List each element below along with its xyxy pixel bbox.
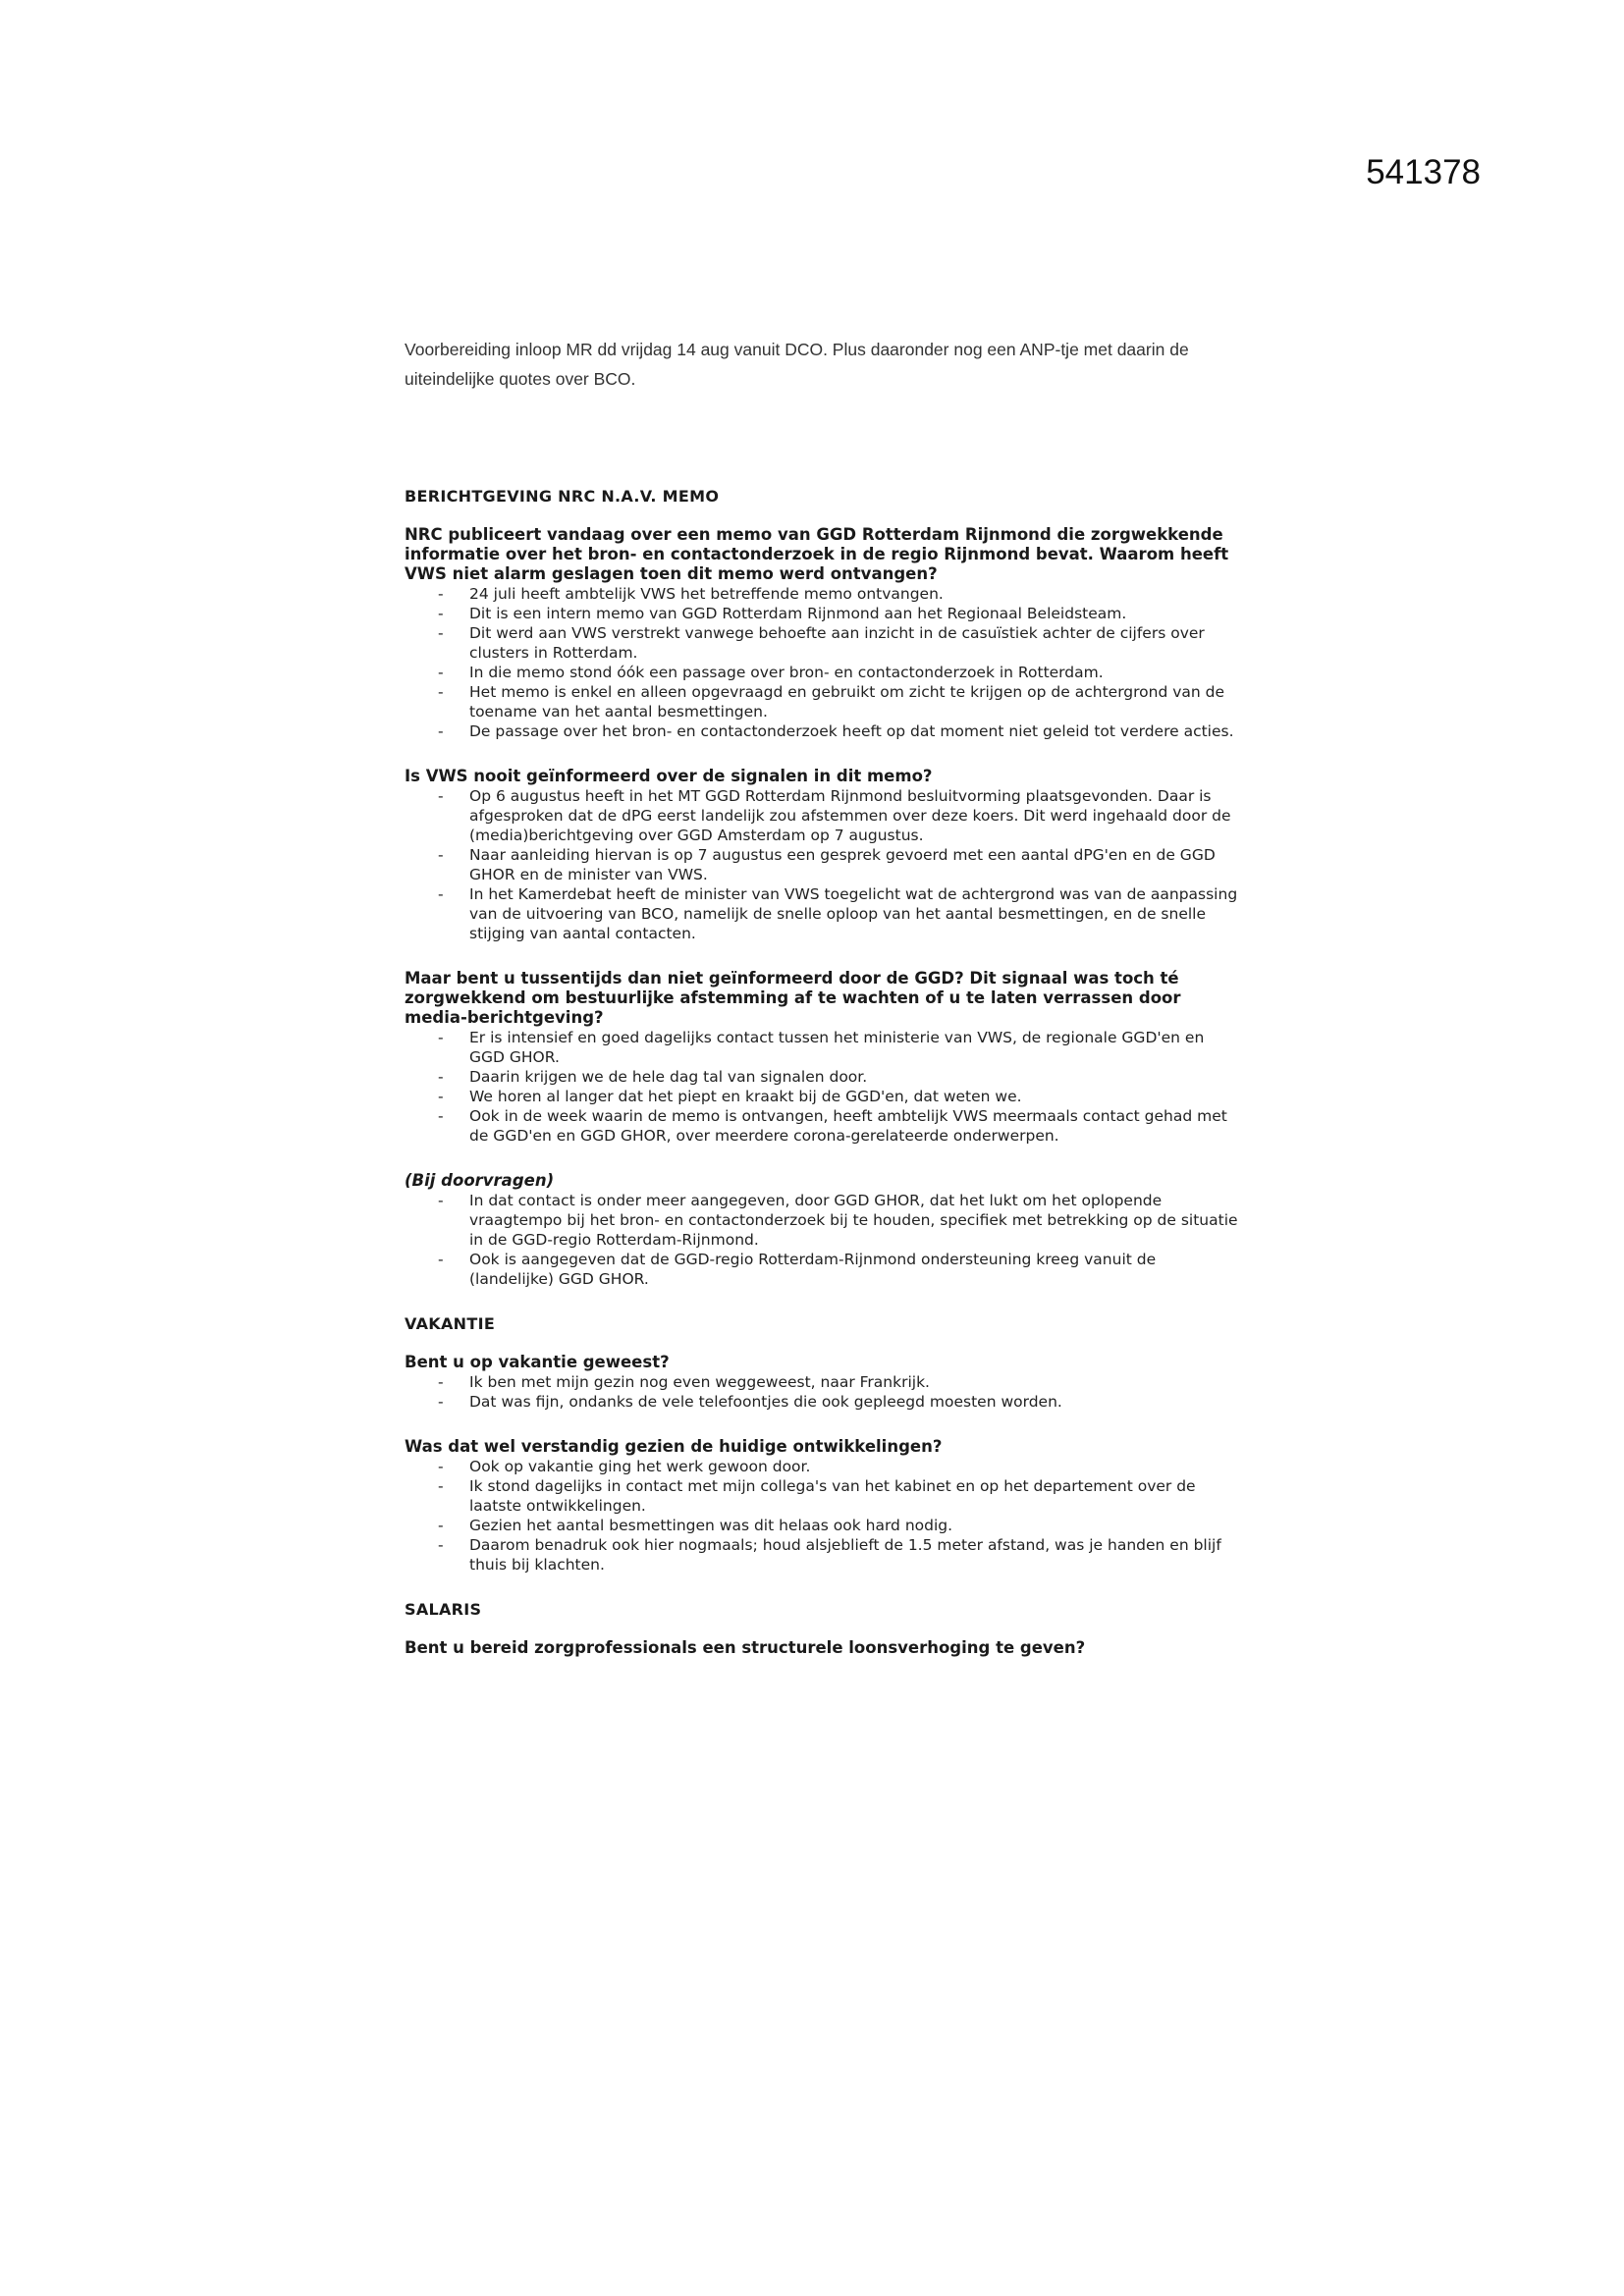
list-item: - 24 juli heeft ambtelijk VWS het betreffende memo ontvangen. xyxy=(438,585,944,603)
question: Bent u op vakantie geweest? xyxy=(405,1353,670,1371)
bullet-list xyxy=(405,584,1239,741)
question: Was dat wel verstandig gezien de huidige ontwikkelingen? xyxy=(405,1437,943,1456)
intro-paragraph: Voorbereiding inloop MR dd vrijdag 14 aug vanuit DCO. Plus daaronder nog een ANP-tje met daarin de uiteindelijke quotes over BCO. xyxy=(405,340,1189,389)
question: Bent u bereid zorgprofessionals een structurele loonsverhoging te geven? xyxy=(405,1638,1086,1657)
bullet-list xyxy=(405,786,1239,943)
list-item: - Dit is een intern memo van GGD Rotterdam Rijnmond aan het Regionaal Beleidsteam. xyxy=(438,605,1127,622)
section-heading: BERICHTGEVING NRC N.A.V. MEMO xyxy=(405,487,720,506)
list-item: - Daarin krijgen we de hele dag tal van signalen door. xyxy=(438,1068,868,1086)
list-item: - Naar aanleiding hiervan is op 7 augustus een gesprek gevoerd met een aantal dPG'en en de GGD GHOR en de minister van VWS. xyxy=(438,846,1216,883)
list-item: - In die memo stond óók een passage over bron- en contactonderzoek in Rotterdam. xyxy=(438,664,1104,681)
list-item: - Dat was fijn, ondanks de vele telefoontjes die ook gepleegd moesten worden. xyxy=(438,1393,1062,1411)
question: NRC publiceert vandaag over een memo van GGD Rotterdam Rijnmond die zorgwekkende informatie over het bron- en contactonderzoek in de regio Rijnmond bevat. Waarom heeft VWS niet alarm geslagen toen dit memo werd ontvangen? xyxy=(405,525,1229,583)
section-heading: SALARIS xyxy=(405,1600,482,1619)
question: Maar bent u tussentijds dan niet geïnformeerd door de GGD? Dit signaal was toch té zorgwekkend om bestuurlijke afstemming af te wachten of u te laten verrassen door media-berichtgeving? xyxy=(405,969,1181,1027)
bullet-list xyxy=(405,1028,1239,1146)
bullet-list xyxy=(405,1457,1239,1575)
section-salaris xyxy=(405,1600,1239,1658)
question: Is VWS nooit geïnformeerd over de signalen in dit memo? xyxy=(405,767,933,785)
list-item: - In het Kamerdebat heeft de minister van VWS toegelicht wat de achtergrond was van de aanpassing van de uitvoering van BCO, namelijk de snelle oploop van het aantal besmettingen, en de snelle stijging van aantal contacten. xyxy=(438,885,1238,942)
section-vakantie xyxy=(405,1314,1239,1575)
section-heading: VAKANTIE xyxy=(405,1314,496,1333)
list-item: - Ik stond dagelijks in contact met mijn collega's van het kabinet en op het departement over de laatste ontwikkelingen. xyxy=(438,1477,1196,1515)
list-item: - Gezien het aantal besmettingen was dit helaas ook hard nodig. xyxy=(438,1517,953,1534)
list-item: - Ook is aangegeven dat de GGD-regio Rotterdam-Rijnmond ondersteuning kreeg vanuit de (landelijke) GGD GHOR. xyxy=(438,1251,1157,1288)
list-item: - Ook in de week waarin de memo is ontvangen, heeft ambtelijk VWS meermaals contact gehad met de GGD'en en GGD GHOR, over meerdere corona-gerelateerde onderwerpen. xyxy=(438,1107,1227,1145)
document-number: 541378 xyxy=(1366,153,1481,191)
list-item: - We horen al langer dat het piept en kraakt bij de GGD'en, dat weten we. xyxy=(438,1088,1022,1105)
bullet-list xyxy=(405,1372,1239,1412)
list-item: - Ik ben met mijn gezin nog even weggeweest, naar Frankrijk. xyxy=(438,1373,930,1391)
list-item: - Ook op vakantie ging het werk gewoon door. xyxy=(438,1458,811,1475)
question: (Bij doorvragen) xyxy=(405,1171,555,1190)
list-item: - De passage over het bron- en contactonderzoek heeft op dat moment niet geleid tot verdere acties. xyxy=(438,722,1234,740)
bullet-list xyxy=(405,1191,1239,1289)
list-item: - Dit werd aan VWS verstrekt vanwege behoefte aan inzicht in de casuïstiek achter de cijfers over clusters in Rotterdam. xyxy=(438,624,1205,662)
list-item: - Daarom benadruk ook hier nogmaals; houd alsjeblieft de 1.5 meter afstand, was je handen en blijf thuis bij klachten. xyxy=(438,1536,1221,1574)
list-item: - Er is intensief en goed dagelijks contact tussen het ministerie van VWS, de regionale GGD'en en GGD GHOR. xyxy=(438,1029,1205,1066)
section-berichtgeving xyxy=(405,487,1239,1289)
list-item: - Het memo is enkel en alleen opgevraagd en gebruikt om zicht te krijgen op de achtergrond van de toename van het aantal besmettingen. xyxy=(438,683,1225,721)
document-body xyxy=(405,487,1239,1658)
list-item: - In dat contact is onder meer aangegeven, door GGD GHOR, dat het lukt om het oplopende vraagtempo bij het bron- en contactonderzoek bij te houden, specifiek met betrekking op de situatie in de GGD-regio Rotterdam-Rijnmond. xyxy=(438,1192,1238,1249)
list-item: - Op 6 augustus heeft in het MT GGD Rotterdam Rijnmond besluitvorming plaatsgevonden. Daar is afgesproken dat de dPG eerst landelijk zou afstemmen over deze koers. Dit werd ingehaald door de (media)berichtgeving over GGD Amsterdam op 7 augustus. xyxy=(438,787,1231,844)
